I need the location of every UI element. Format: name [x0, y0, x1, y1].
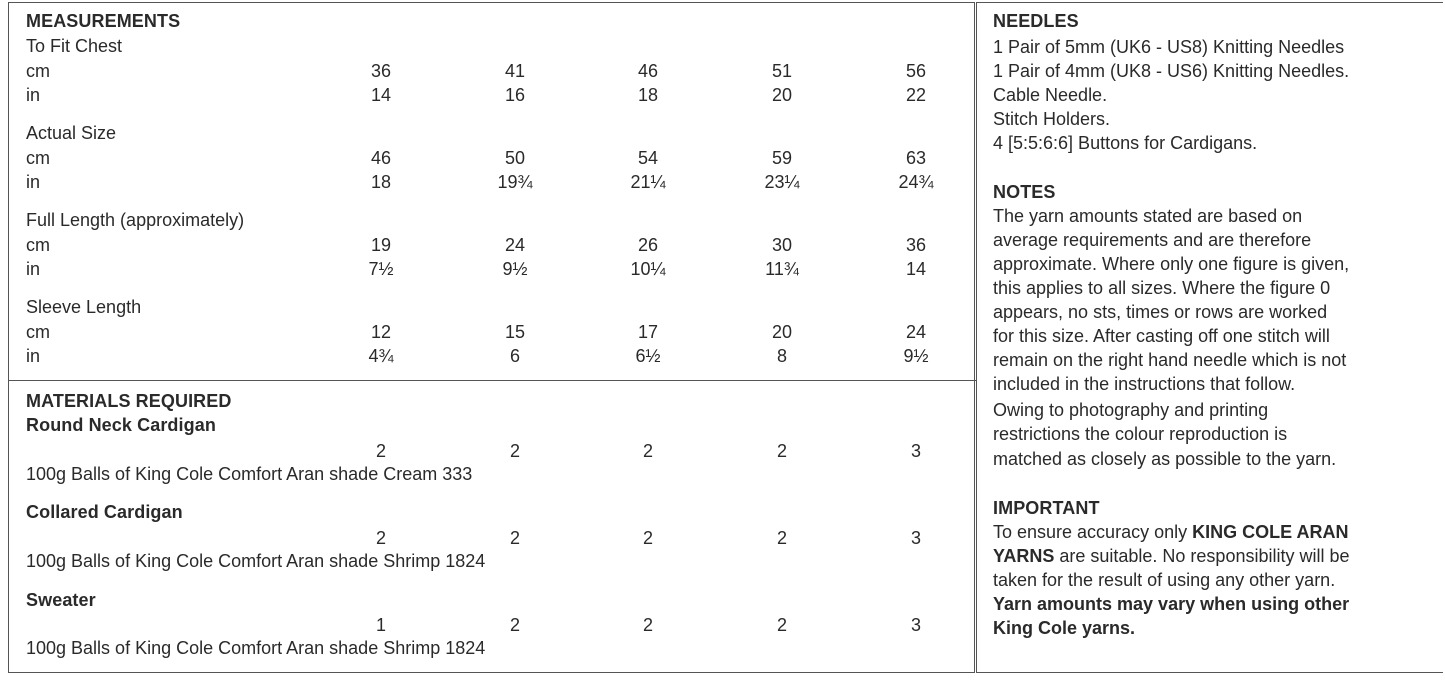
- measurements-heading: MEASUREMENTS: [26, 11, 181, 31]
- ball-count: 2: [776, 615, 787, 635]
- group-label: Actual Size: [26, 123, 117, 143]
- materials-heading: MATERIALS REQUIRED: [26, 391, 232, 411]
- size-value: 41: [504, 61, 526, 81]
- size-value: 63: [905, 148, 927, 168]
- group-label: Full Length (approximately): [26, 210, 245, 230]
- yarn-description: 100g Balls of King Cole Comfort Aran shade Shrimp 1824: [26, 551, 486, 571]
- garment-name: Round Neck Cardigan: [26, 415, 216, 435]
- unit-label: cm: [26, 235, 50, 255]
- size-value: 7½: [368, 259, 394, 279]
- size-value: 30: [771, 235, 793, 255]
- garment-name: Collared Cardigan: [26, 502, 183, 522]
- ball-count: 2: [642, 441, 653, 461]
- size-value: 9½: [903, 346, 929, 366]
- important-text: are suitable. No responsibility will be: [1054, 546, 1350, 566]
- notes-line: included in the instructions that follow.: [993, 374, 1296, 394]
- section-divider: [8, 380, 976, 381]
- ball-count: 3: [910, 528, 921, 548]
- size-value: 36: [370, 61, 392, 81]
- unit-label: in: [26, 172, 41, 192]
- size-value: 21¼: [630, 172, 666, 192]
- ball-count: 2: [509, 528, 520, 548]
- garment-name: Sweater: [26, 590, 96, 610]
- ball-count: 3: [910, 615, 921, 635]
- size-value: 16: [504, 85, 526, 105]
- important-warning: Yarn amounts may vary when using other: [993, 594, 1350, 614]
- size-value: 19¾: [497, 172, 533, 192]
- notes-line: approximate. Where only one figure is given,: [993, 254, 1350, 274]
- unit-label: cm: [26, 322, 50, 342]
- unit-label: in: [26, 346, 41, 366]
- important-line: [993, 544, 1413, 568]
- size-value: 59: [771, 148, 793, 168]
- size-value: 22: [905, 85, 927, 105]
- important-heading: IMPORTANT: [993, 498, 1100, 518]
- size-value: 18: [637, 85, 659, 105]
- unit-label: in: [26, 85, 41, 105]
- ball-count: 2: [642, 528, 653, 548]
- needles-line: 1 Pair of 5mm (UK6 - US8) Knitting Needles: [993, 37, 1345, 57]
- ball-count: 3: [910, 441, 921, 461]
- notes-heading: NOTES: [993, 182, 1056, 202]
- column-divider: [974, 2, 977, 673]
- size-value: 24: [504, 235, 526, 255]
- yarn-description: 100g Balls of King Cole Comfort Aran shade Shrimp 1824: [26, 638, 486, 658]
- group-label: Sleeve Length: [26, 297, 142, 317]
- notes-line: The yarn amounts stated are based on: [993, 206, 1303, 226]
- unit-label: cm: [26, 148, 50, 168]
- size-value: 36: [905, 235, 927, 255]
- important-brand: YARNS: [993, 546, 1055, 566]
- ball-count: 2: [375, 441, 386, 461]
- unit-label: cm: [26, 61, 50, 81]
- unit-label: in: [26, 259, 41, 279]
- size-value: 9½: [502, 259, 528, 279]
- size-value: 14: [370, 85, 392, 105]
- size-value: 11¾: [765, 259, 799, 279]
- notes-line: for this size. After casting off one stitch will: [993, 326, 1330, 346]
- size-value: 54: [637, 148, 659, 168]
- notes-line: this applies to all sizes. Where the figure 0: [993, 278, 1331, 298]
- size-value: 51: [771, 61, 793, 81]
- size-value: 14: [905, 259, 927, 279]
- size-value: 26: [637, 235, 659, 255]
- size-value: 56: [905, 61, 927, 81]
- size-value: 8: [776, 346, 787, 366]
- important-brand: KING COLE ARAN: [1192, 522, 1349, 542]
- yarn-description: 100g Balls of King Cole Comfort Aran shade Cream 333: [26, 464, 473, 484]
- ball-count: 2: [375, 528, 386, 548]
- ball-count: 2: [642, 615, 653, 635]
- ball-count: 2: [776, 528, 787, 548]
- size-value: 6: [509, 346, 520, 366]
- size-value: 15: [504, 322, 526, 342]
- ball-count: 2: [509, 615, 520, 635]
- needles-line: 1 Pair of 4mm (UK8 - US6) Knitting Needles.: [993, 61, 1350, 81]
- needles-line: Cable Needle.: [993, 85, 1108, 105]
- notes-line: Owing to photography and printing: [993, 400, 1269, 420]
- ball-count: 2: [509, 441, 520, 461]
- needles-line: 4 [5:5:6:6] Buttons for Cardigans.: [993, 133, 1258, 153]
- ball-count: 2: [776, 441, 787, 461]
- important-text: To ensure accuracy only: [993, 522, 1193, 542]
- notes-line: remain on the right hand needle which is not: [993, 350, 1347, 370]
- group-label: To Fit Chest: [26, 36, 123, 56]
- important-line: taken for the result of using any other yarn.: [993, 570, 1336, 590]
- notes-line: matched as closely as possible to the yarn.: [993, 449, 1337, 469]
- size-value: 6½: [635, 346, 661, 366]
- size-value: 19: [370, 235, 392, 255]
- size-value: 12: [370, 322, 392, 342]
- size-value: 46: [637, 61, 659, 81]
- size-value: 20: [771, 85, 793, 105]
- size-value: 4¾: [368, 346, 394, 366]
- size-value: 18: [370, 172, 392, 192]
- size-value: 10¼: [630, 259, 666, 279]
- size-value: 24¾: [898, 172, 934, 192]
- notes-line: restrictions the colour reproduction is: [993, 424, 1288, 444]
- size-value: 50: [504, 148, 526, 168]
- needles-heading: NEEDLES: [993, 11, 1079, 31]
- important-warning: King Cole yarns.: [993, 618, 1136, 638]
- size-value: 23¼: [764, 172, 800, 192]
- needles-line: Stitch Holders.: [993, 109, 1111, 129]
- important-line: [993, 520, 1413, 544]
- ball-count: 1: [375, 615, 386, 635]
- size-value: 46: [370, 148, 392, 168]
- size-value: 24: [905, 322, 927, 342]
- notes-line: appears, no sts, times or rows are worked: [993, 302, 1328, 322]
- size-value: 20: [771, 322, 793, 342]
- size-value: 17: [637, 322, 659, 342]
- notes-line: average requirements and are therefore: [993, 230, 1312, 250]
